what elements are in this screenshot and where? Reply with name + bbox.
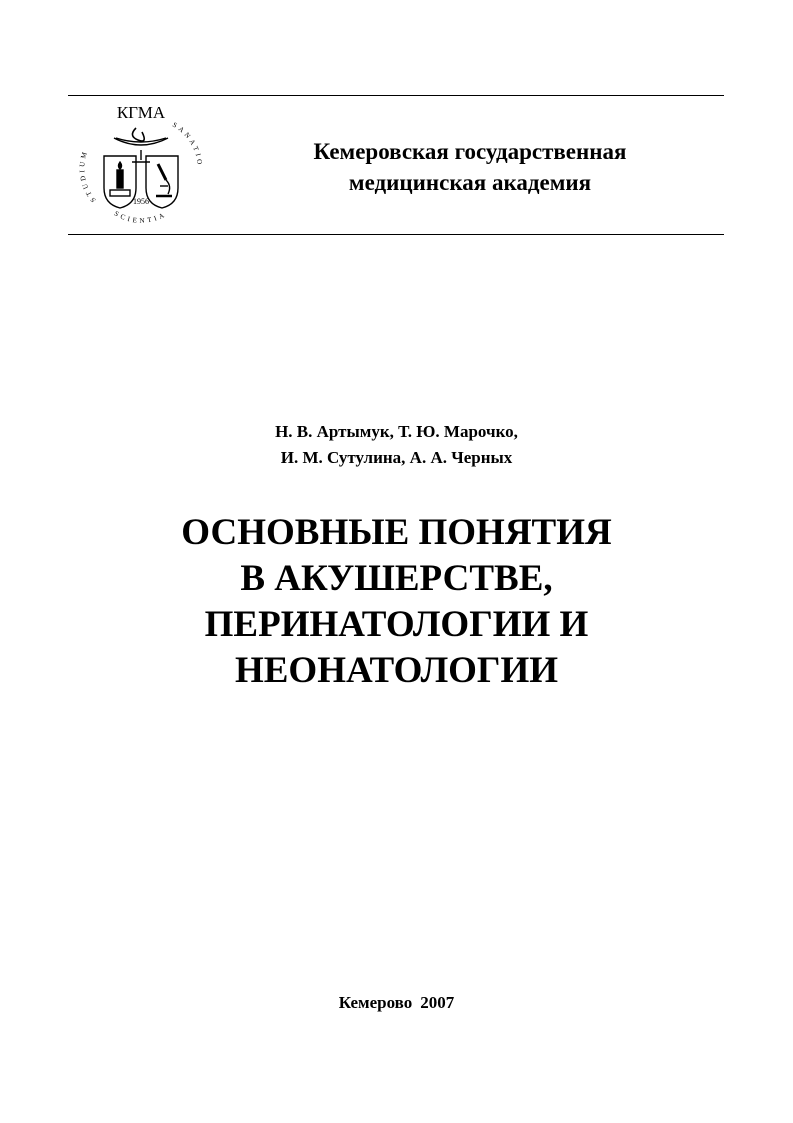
academy-logo: [76, 100, 206, 230]
logo-motto-left: STUDIUM: [78, 148, 98, 204]
publication-year: 2007: [420, 993, 455, 1012]
book-title: [0, 510, 793, 694]
candle-shield-icon: [104, 156, 136, 208]
authors-block: [0, 419, 793, 471]
publication-city: Кемерово: [338, 993, 413, 1012]
logo-motto-right: SANATIO: [170, 120, 204, 168]
logo-motto-bottom: SCIENTIA: [112, 209, 169, 225]
authors-line-2: И. М. Сутулина, А. А. Черных: [280, 448, 513, 467]
publication-info: [0, 992, 793, 1014]
title-line-1: ОСНОВНЫЕ ПОНЯТИЯ: [181, 512, 612, 553]
header-top-rule: [68, 95, 724, 96]
logo-year: 1956: [133, 197, 149, 206]
title-line-4: НЕОНАТОЛОГИИ: [234, 650, 559, 691]
title-line-3: ПЕРИНАТОЛОГИИ И: [204, 604, 589, 645]
header-bottom-rule: [68, 234, 724, 235]
microscope-shield-icon: [146, 156, 178, 208]
authors-line-1: Н. В. Артымук, Т. Ю. Марочко,: [275, 422, 518, 441]
institution-line-2: медицинская академия: [348, 170, 592, 195]
title-line-2: В АКУШЕРСТВЕ,: [240, 558, 553, 599]
institution-line-1: Кемеровская государственная: [313, 139, 627, 164]
bowl-icon: [114, 128, 168, 162]
institution-name: [240, 136, 700, 198]
logo-emblem-text: КГМА: [116, 103, 166, 122]
